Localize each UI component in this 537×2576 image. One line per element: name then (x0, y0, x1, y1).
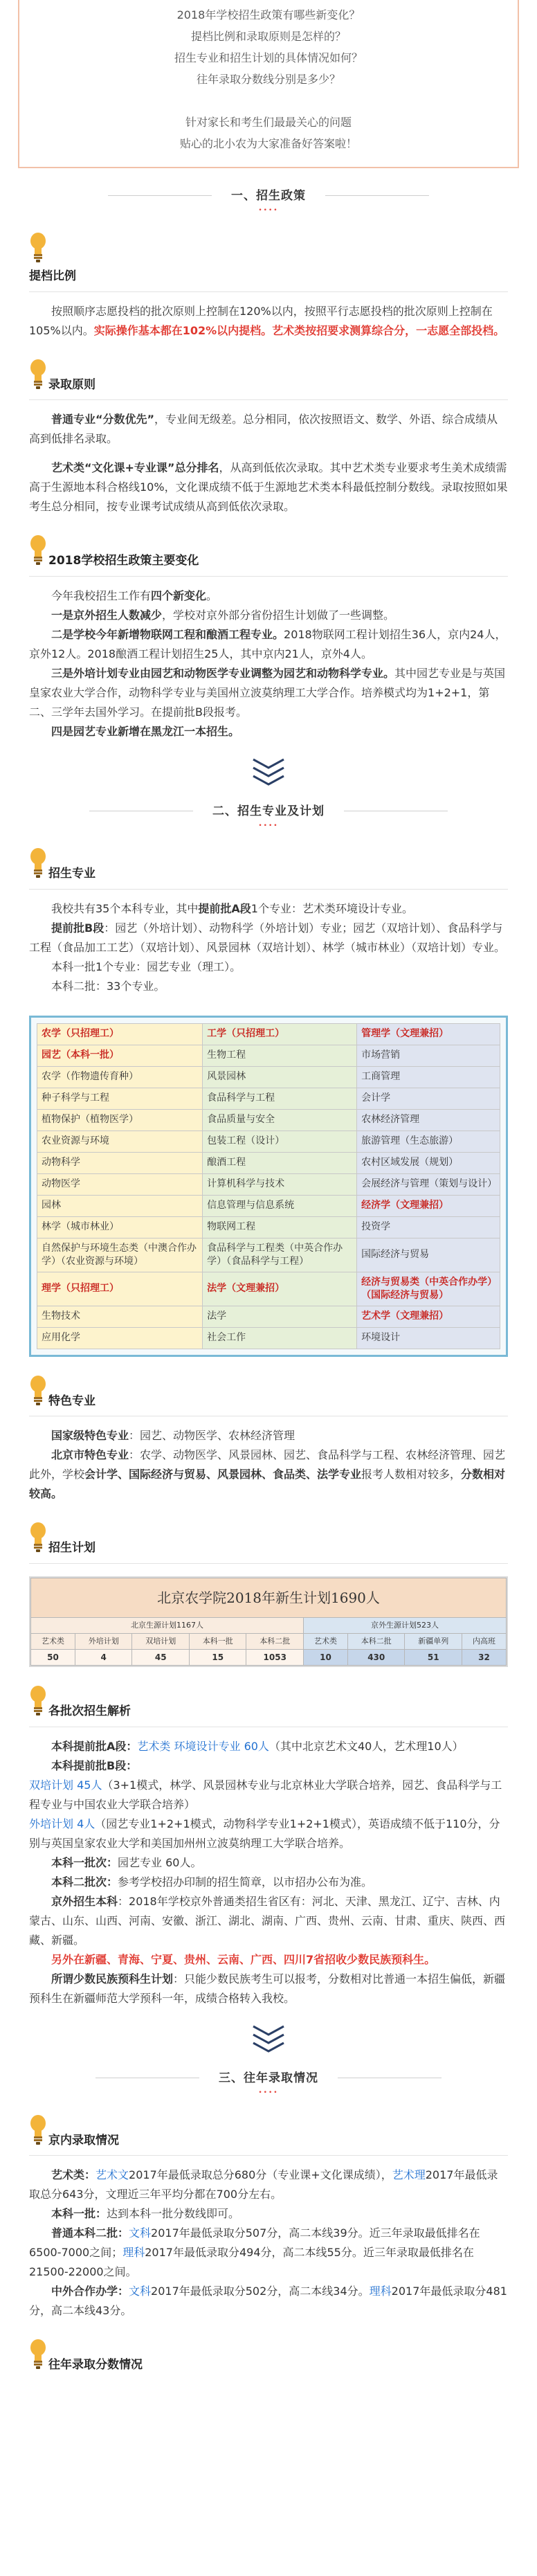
subheading-zhuanye (29, 847, 537, 885)
section-title: 三、往年录取情况 (199, 2069, 338, 2089)
table-cell: 生物技术 (37, 1306, 203, 1327)
table-cell: 动物科学 (37, 1152, 203, 1173)
table-cell: 农学（只招理工） (37, 1023, 203, 1045)
table-cell: 物联网工程 (203, 1216, 357, 1238)
table-cell: 农业资源与环境 (37, 1131, 203, 1152)
table-cell: 风景园林 (203, 1066, 357, 1088)
table-cell: 法学（文理兼招） (203, 1272, 357, 1306)
table-cell: 信息管理与信息系统 (203, 1195, 357, 1216)
lightbulb-icon (29, 2114, 47, 2146)
table-cell: 农林经济管理 (357, 1109, 500, 1131)
section-header-plan (0, 802, 537, 829)
table-row (37, 1045, 500, 1066)
plan-column-header: 本科一批 (189, 1634, 246, 1650)
changes-paragraph-1: 一是京外招生人数减少，学校对京外部分省份招生计划做了一些调整。 (51, 609, 395, 622)
section-header-policy (0, 186, 537, 214)
tese-paragraph-1: 国家级特色专业：园艺、动物医学、农林经济管理 (51, 1429, 295, 1443)
table-cell: 动物医学 (37, 1173, 203, 1195)
plan-column-header: 本科二批 (347, 1634, 405, 1650)
table-cell: 植物保护（植物医学） (37, 1109, 203, 1131)
plan-column-header: 艺术类 (31, 1634, 75, 1650)
chevron-down-icon (0, 757, 537, 789)
plan-group-beijing: 北京生源计划1167人 (31, 1618, 304, 1634)
tidang-paragraph: 按照顺序志愿投档的批次原则上控制在120%以内，按照平行志愿投档的批次原则上控制在105%以内。实际操作基本都在102%以内提档。艺术类按招要求测算综合分，一志愿全部投档。 (29, 304, 505, 337)
subheading-text: 招生专业 (48, 866, 95, 881)
table-row (37, 1306, 500, 1327)
changes-paragraph-3: 三是外培计划专业由园艺和动物医学专业调整为园艺和动物科学专业。其中园艺专业是与英国皇家农业大学合作，动物科学专业与美国州立波莫纳理工大学合作。培养模式均为1+2+1，第二、三学年去国外学习。在提前批B段报考。 (29, 667, 506, 719)
changes-paragraph-0: 今年我校招生工作有四个新变化。 (51, 589, 218, 602)
plan-table-title: 北京农学院2018年新生计划1690人 (31, 1578, 507, 1618)
table-cell: 食品科学与工程 (203, 1088, 357, 1109)
jingnei-yi: 本科一批：达到本科一批分数线即可。 (51, 2207, 240, 2221)
table-row (37, 1023, 500, 1045)
pici-er: 本科二批次：参考学校招办印制的招生简章，以市招办公布为准。 (51, 1875, 373, 1889)
intro-closing: 贴心的北小农为大家准备好答案啦！ (179, 137, 357, 150)
luqu-paragraph-1: 普通专业“分数优先”，专业间无级差。总分相同，依次按照语文、数学、外语、综合成绩从高到低排名录取。 (29, 413, 498, 446)
changes-paragraph-2: 二是学校今年新增物联网工程和酿酒工程专业。2018物联网工程计划招生36人，京内24人，京外12人。2018酿酒工程计划招生25人，其中京内21人，京外4人。 (29, 628, 507, 660)
subheading-text: 京内录取情况 (48, 2133, 119, 2147)
table-cell: 生物工程 (203, 1045, 357, 1066)
table-cell: 包装工程（设计） (203, 1131, 357, 1152)
section-title: 一、招生政策 (212, 186, 325, 207)
subheading-text: 特色专业 (48, 1394, 95, 1408)
table-cell: 酿酒工程 (203, 1152, 357, 1173)
pici-b-label: 本科提前批B段： (51, 1758, 138, 1772)
subheading-text: 各批次招生解析 (48, 1704, 131, 1718)
table-row (37, 1088, 500, 1109)
plan-value: 15 (189, 1650, 246, 1666)
table-row (37, 1173, 500, 1195)
plan-column-header: 双培计划 (132, 1634, 190, 1650)
lightbulb-icon (29, 1522, 47, 1553)
table-row (37, 1272, 500, 1306)
pici-b-2: 外培计划 4人（园艺专业1+2+1模式，动物科学专业1+2+1模式），英语成绩不低于110分，分别与英国皇家农业大学和美国加州州立波莫纳理工大学联合培养。 (29, 1817, 500, 1850)
plan-column-header: 本科二批 (246, 1634, 304, 1650)
table-cell: 艺术学（文理兼招） (357, 1306, 500, 1327)
table-cell: 旅游管理（生态旅游） (357, 1131, 500, 1152)
lightbulb-icon (29, 232, 47, 264)
pici-minority: 所谓少数民族预科生计划：只能少数民族考生可以报考，分数相对比普通一本招生偏低，新疆预科生在新疆师范大学预科一年，成绩合格转入我校。 (29, 1972, 506, 2005)
plan-value: 50 (31, 1650, 75, 1666)
plan-value: 51 (405, 1650, 462, 1666)
table-row (37, 1195, 500, 1216)
subheading-text: 2018学校招生政策主要变化 (48, 554, 199, 568)
plan-table (29, 1576, 508, 1667)
table-cell: 园林 (37, 1195, 203, 1216)
table-cell: 食品科学与工程类（中英合作办学）（食品科学与工程） (203, 1238, 357, 1272)
table-cell: 会展经济与管理（策划与设计） (357, 1173, 500, 1195)
table-row (37, 1109, 500, 1131)
table-row (37, 1238, 500, 1272)
subheading-luqu (29, 359, 537, 396)
intro-question: 招生专业和招生计划的具体情况如何？ (174, 51, 363, 64)
table-cell: 经济与贸易类（中英合作办学）（国际经济与贸易） (357, 1272, 500, 1306)
zhuanye-paragraph-2: 提前批B段：园艺（外培计划）、动物科学（外培计划）专业；园艺（双培计划）、食品科学与工程（食品加工工艺）（双培计划）、风景园林（双培计划）、林学（城市林业）（双培计划）专业。 (29, 921, 506, 954)
subheading-jihua (29, 1522, 537, 1559)
table-row (37, 1152, 500, 1173)
jingnei-art: 艺术类：艺术文2017年最低录取总分680分（专业课+文化课成绩），艺术理2017年最低录取总分643分，文理近三年平均分都在700分左右。 (29, 2168, 498, 2201)
plan-column-header: 艺术类 (303, 1634, 347, 1650)
plan-value: 430 (347, 1650, 405, 1666)
table-row (37, 1327, 500, 1349)
zhuanye-paragraph-4: 本科二批：33个专业。 (51, 979, 165, 993)
major-table (29, 1016, 508, 1357)
pici-xinjiang: 另外在新疆、青海、宁夏、贵州、云南、广西、四川7省招收少数民族预科生。 (51, 1952, 436, 1966)
table-cell: 经济学（文理兼招） (357, 1195, 500, 1216)
jingnei-zw: 中外合作办学：文科2017年最低录取分502分，高二本线34分。理科2017年最低录取分481分，高二本线43分。 (29, 2285, 507, 2318)
table-row (37, 1066, 500, 1088)
pici-yi: 本科一批次：园艺专业 60人。 (51, 1855, 202, 1869)
subheading-text: 往年录取分数情况 (48, 2358, 143, 2372)
zhuanye-paragraph-3: 本科一批1个专业：园艺专业（理工）。 (51, 960, 242, 973)
intro-box (18, 0, 519, 168)
lightbulb-icon (29, 534, 47, 566)
section-header-history (0, 2069, 537, 2096)
table-cell: 计算机科学与技术 (203, 1173, 357, 1195)
table-cell: 理学（只招理工） (37, 1272, 203, 1306)
pici-b-1: 双培计划 45人（3+1模式，林学、风景园林专业与北京林业大学联合培养，园艺、食品科学与工程专业与中国农业大学联合培养） (29, 1778, 502, 1811)
changes-paragraph-4: 四是园艺专业新增在黑龙江一本招生。 (51, 725, 240, 738)
plan-group-jingwai: 京外生源计划523人 (303, 1618, 506, 1634)
table-cell: 法学 (203, 1306, 357, 1327)
pici-a: 本科提前批A段：艺术类 环境设计专业 60人（其中北京艺术文40人，艺术理10人） (51, 1739, 464, 1753)
plan-column-header: 新疆单列 (405, 1634, 462, 1650)
luqu-paragraph-2: 艺术类“文化课+专业课”总分排名，从高到低依次录取。其中艺术类专业要求考生美术成绩需高于生源地本科合格线10%，文化课成绩不低于生源地艺术类本科最低控制分数线。录取按照如果考生总分相同，按专业课考试成绩从高到低依次录取。 (29, 461, 508, 514)
plan-value: 10 (303, 1650, 347, 1666)
plan-value: 4 (75, 1650, 132, 1666)
table-cell: 投资学 (357, 1216, 500, 1238)
section-dots: •••• (258, 822, 279, 829)
section-title: 二、招生专业及计划 (193, 802, 344, 822)
table-cell: 自然保护与环境生态类（中澳合作办学）（农业资源与环境） (37, 1238, 203, 1272)
table-row (37, 1131, 500, 1152)
tese-paragraph-2: 北京市特色专业：农学、动物医学、风景园林、园艺、食品科学与工程、农林经济管理、园艺此外，学校会计学、国际经济与贸易、风景园林、食品类、法学专业报考人数相对较多，分数相对较高。 (29, 1448, 506, 1501)
subheading-changes (29, 534, 537, 572)
lightbulb-icon (29, 847, 47, 879)
lightbulb-icon (29, 1375, 47, 1407)
lightbulb-icon (29, 359, 47, 390)
intro-question: 往年录取分数线分别是多少？ (196, 73, 340, 86)
section-dots: •••• (258, 2089, 279, 2096)
table-cell: 林学（城市林业） (37, 1216, 203, 1238)
intro-question: 2018年学校招生政策有哪些新变化？ (176, 8, 361, 21)
table-cell: 会计学 (357, 1088, 500, 1109)
zhuanye-paragraph-1: 我校共有35个本科专业，其中提前批A段1个专业：艺术类环境设计专业。 (51, 901, 413, 915)
table-row (37, 1216, 500, 1238)
section-dots: •••• (258, 206, 279, 214)
table-cell: 社会工作 (203, 1327, 357, 1349)
table-cell: 农学（作物遗传育种） (37, 1066, 203, 1088)
table-cell: 市场营销 (357, 1045, 500, 1066)
subheading-tese (29, 1375, 537, 1412)
table-cell: 工商管理 (357, 1066, 500, 1088)
subheading-tidang (29, 232, 537, 287)
subheading-wangnian (29, 2339, 537, 2376)
table-cell: 管理学（文理兼招） (357, 1023, 500, 1045)
table-cell: 种子科学与工程 (37, 1088, 203, 1109)
plan-value: 45 (132, 1650, 190, 1666)
pici-jingwai: 京外招生本科：2018年学校京外普通类招生省区有：河北、天津、黑龙江、辽宁、吉林、内蒙古、山东、山西、河南、安徽、浙江、湖北、湖南、广西、贵州、云南、甘肃、重庆、陕西、西藏、新疆。 (29, 1894, 506, 1947)
table-cell: 工学（只招理工） (203, 1023, 357, 1045)
intro-closing: 针对家长和考生们最最关心的问题 (185, 116, 352, 129)
plan-value: 1053 (246, 1650, 304, 1666)
plan-column-header: 外培计划 (75, 1634, 132, 1650)
plan-column-header: 内高班 (462, 1634, 506, 1650)
subheading-jingnei (29, 2114, 537, 2152)
chevron-down-icon (0, 2024, 537, 2056)
subheading-text: 录取原则 (48, 377, 95, 392)
plan-value: 32 (462, 1650, 506, 1666)
table-cell: 食品质量与安全 (203, 1109, 357, 1131)
table-cell: 环境设计 (357, 1327, 500, 1349)
jingnei-pt: 普通本科二批：文科2017年最低录取分507分，高二本线39分。近三年录取最低排名在6500-7000之间；理科2017年最低录取分494分，高二本线55分。近三年录取最低排名在21500-22000之间。 (29, 2226, 480, 2279)
lightbulb-icon (29, 2339, 47, 2370)
lightbulb-icon (29, 1685, 47, 1717)
subheading-text: 招生计划 (48, 1541, 95, 1556)
table-cell: 园艺（本科一批） (37, 1045, 203, 1066)
table-cell: 农村区域发展（规划） (357, 1152, 500, 1173)
table-cell: 国际经济与贸易 (357, 1238, 500, 1272)
subheading-pici (29, 1685, 537, 1722)
intro-question: 提档比例和录取原则是怎样的？ (190, 30, 346, 43)
subheading-text: 提档比例 (29, 269, 76, 283)
table-cell: 应用化学 (37, 1327, 203, 1349)
